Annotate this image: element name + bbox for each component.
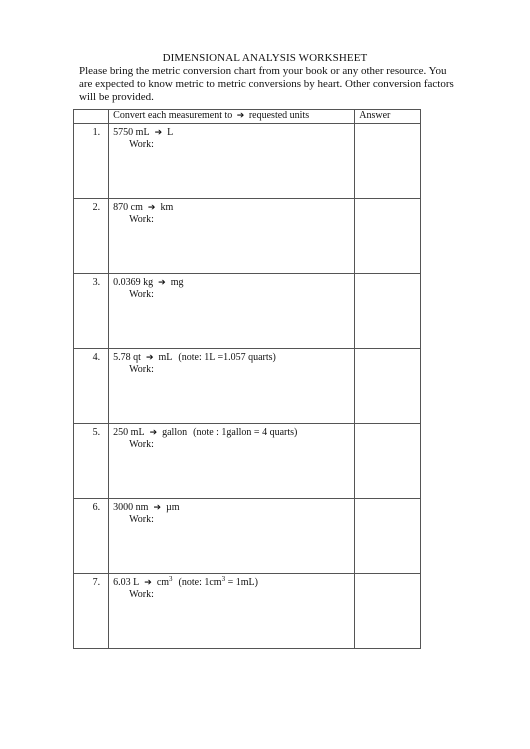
from-value: 0.0369 kg bbox=[113, 277, 154, 288]
table-row bbox=[74, 124, 421, 199]
from-value: 6.03 L bbox=[113, 577, 140, 588]
right-arrow-icon: ➔ bbox=[236, 111, 245, 121]
header-question-suffix: requested units bbox=[248, 110, 310, 121]
conversion-table bbox=[73, 109, 421, 649]
work-label: Work: bbox=[129, 364, 154, 375]
from-value: 250 mL bbox=[113, 427, 145, 438]
answer-cell[interactable] bbox=[355, 499, 421, 574]
question-cell[interactable] bbox=[109, 199, 355, 274]
conversion-note: (note: 1L =1.057 quarts) bbox=[178, 352, 276, 363]
from-value: 5750 mL bbox=[113, 127, 150, 138]
question-cell[interactable] bbox=[109, 349, 355, 424]
header-question-cell bbox=[109, 110, 355, 124]
question-number: 6. bbox=[74, 499, 109, 574]
right-arrow-icon: ➔ bbox=[154, 128, 163, 138]
right-arrow-icon: ➔ bbox=[149, 428, 158, 438]
table-row bbox=[74, 499, 421, 574]
work-label: Work: bbox=[129, 139, 154, 150]
note-suffix: = 1mL) bbox=[225, 577, 258, 588]
header-question-label: Convert each measurement to bbox=[113, 110, 233, 121]
to-unit: mg bbox=[170, 277, 184, 288]
to-unit: cm bbox=[156, 577, 170, 588]
right-arrow-icon: ➔ bbox=[144, 578, 152, 588]
right-arrow-icon: ➔ bbox=[158, 278, 166, 288]
answer-cell[interactable] bbox=[355, 199, 421, 274]
to-unit: km bbox=[160, 202, 174, 213]
from-value: 870 cm bbox=[113, 202, 143, 213]
header-answer-cell: Answer bbox=[355, 110, 421, 124]
right-arrow-icon: ➔ bbox=[147, 203, 156, 213]
question-cell[interactable] bbox=[109, 274, 355, 349]
answer-cell[interactable] bbox=[355, 424, 421, 499]
work-label: Work: bbox=[129, 439, 154, 450]
table-row bbox=[74, 274, 421, 349]
right-arrow-icon: ➔ bbox=[153, 503, 161, 513]
question-cell[interactable] bbox=[109, 424, 355, 499]
answer-cell[interactable] bbox=[355, 349, 421, 424]
question-cell[interactable] bbox=[109, 499, 355, 574]
question-number: 2. bbox=[74, 199, 109, 274]
question-number: 7. bbox=[74, 574, 109, 649]
to-unit: µm bbox=[166, 502, 180, 513]
answer-cell[interactable] bbox=[355, 124, 421, 199]
table-row bbox=[74, 424, 421, 499]
header-number-cell bbox=[74, 110, 109, 124]
work-label: Work: bbox=[129, 589, 154, 600]
answer-cell[interactable] bbox=[355, 274, 421, 349]
table-row bbox=[74, 574, 421, 649]
table-row bbox=[74, 199, 421, 274]
to-unit: L bbox=[167, 127, 174, 138]
from-value: 3000 nm bbox=[113, 502, 149, 513]
worksheet-intro: Please bring the metric conversion chart from your book or any other resource. You are expected to know metric to metric conversions by heart. Other conversion factors will be provided. bbox=[79, 65, 454, 103]
conversion-note: (note : 1gallon = 4 quarts) bbox=[193, 427, 298, 438]
answer-cell[interactable] bbox=[355, 574, 421, 649]
work-label: Work: bbox=[129, 514, 154, 525]
conversion-note bbox=[179, 577, 258, 588]
table-header-row bbox=[74, 110, 421, 124]
question-number: 4. bbox=[74, 349, 109, 424]
work-label: Work: bbox=[129, 289, 154, 300]
to-unit: gallon bbox=[162, 427, 188, 438]
table-row bbox=[74, 349, 421, 424]
to-unit: mL bbox=[158, 352, 173, 363]
work-label: Work: bbox=[129, 214, 154, 225]
right-arrow-icon: ➔ bbox=[145, 353, 154, 363]
question-number: 3. bbox=[74, 274, 109, 349]
from-value: 5.78 qt bbox=[113, 352, 141, 363]
question-cell[interactable] bbox=[109, 124, 355, 199]
worksheet-title: DIMENSIONAL ANALYSIS WORKSHEET bbox=[162, 52, 368, 64]
question-number: 1. bbox=[74, 124, 109, 199]
note-prefix: (note: 1cm bbox=[178, 577, 222, 588]
question-number: 5. bbox=[74, 424, 109, 499]
question-cell[interactable] bbox=[109, 574, 355, 649]
note-exponent: 3 bbox=[221, 575, 226, 583]
to-unit-exponent: 3 bbox=[169, 575, 173, 583]
